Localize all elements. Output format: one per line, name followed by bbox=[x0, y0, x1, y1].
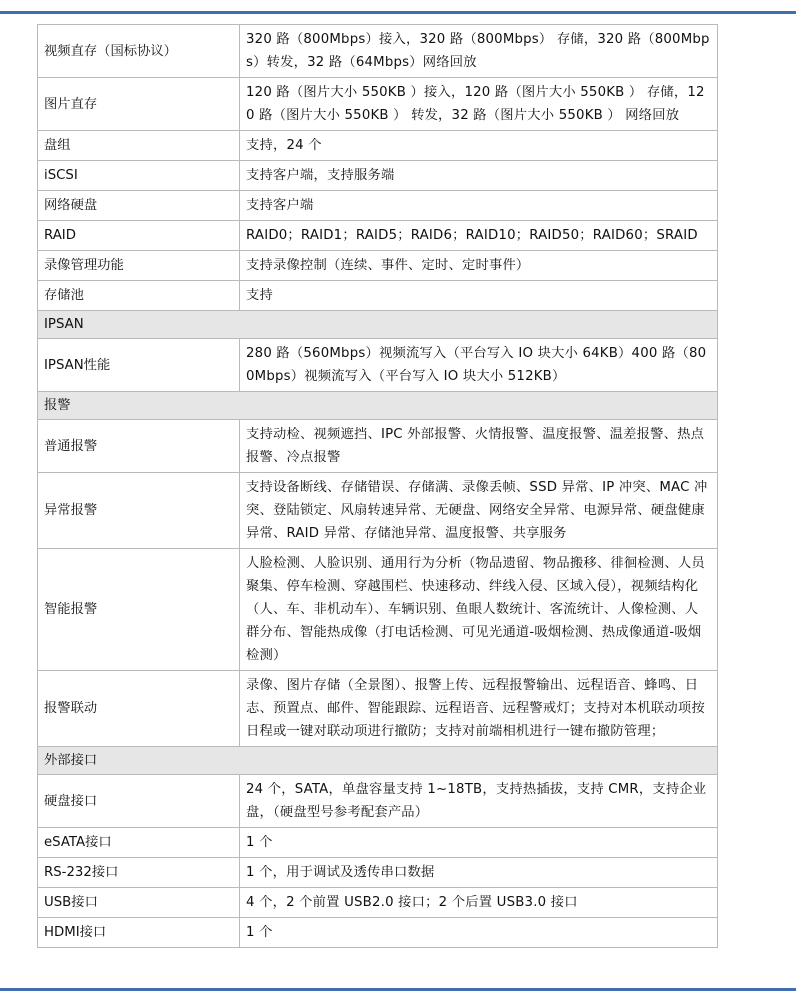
section-header-row bbox=[38, 311, 718, 339]
row-value: 支持客户端 bbox=[240, 191, 718, 221]
section-title: 报警 bbox=[38, 392, 718, 420]
row-label: 图片直存 bbox=[38, 78, 240, 131]
spec-table bbox=[37, 24, 718, 948]
row-value: 1 个，用于调试及透传串口数据 bbox=[240, 858, 718, 888]
table-row bbox=[38, 131, 718, 161]
table-row bbox=[38, 420, 718, 473]
table-row bbox=[38, 858, 718, 888]
row-value: 1 个 bbox=[240, 828, 718, 858]
top-rule bbox=[0, 11, 796, 14]
table-row bbox=[38, 339, 718, 392]
row-label: 智能报警 bbox=[38, 549, 240, 671]
table-row bbox=[38, 25, 718, 78]
table-row bbox=[38, 191, 718, 221]
row-label: 异常报警 bbox=[38, 473, 240, 549]
row-value: 120 路（图片大小 550KB ）接入，120 路（图片大小 550KB ） 存储，120 路（图片大小 550KB ） 转发，32 路（图片大小 550KB ） 网络回放 bbox=[240, 78, 718, 131]
row-value: 320 路（800Mbps）接入，320 路（800Mbps） 存储，320 路（800Mbps）转发，32 路（64Mbps）网络回放 bbox=[240, 25, 718, 78]
row-value: 支持客户端，支持服务端 bbox=[240, 161, 718, 191]
row-label: 盘组 bbox=[38, 131, 240, 161]
section-header-row bbox=[38, 392, 718, 420]
bottom-rule bbox=[0, 988, 796, 991]
row-value: 24 个，SATA，单盘容量支持 1~18TB，支持热插拔，支持 CMR，支持企业盘，（硬盘型号参考配套产品） bbox=[240, 775, 718, 828]
row-value: 支持 bbox=[240, 281, 718, 311]
row-label: RS-232接口 bbox=[38, 858, 240, 888]
row-label: 视频直存（国标协议） bbox=[38, 25, 240, 78]
row-value: 支持设备断线、存储错误、存储满、录像丢帧、SSD 异常、IP 冲突、MAC 冲突、登陆锁定、风扇转速异常、无硬盘、网络安全异常、电源异常、硬盘健康异常、RAID 异常、存储池异常、温度报警、共享服务 bbox=[240, 473, 718, 549]
row-value: 支持动检、视频遮挡、IPC 外部报警、火情报警、温度报警、温差报警、热点报警、冷点报警 bbox=[240, 420, 718, 473]
table-row bbox=[38, 671, 718, 747]
row-label: 普通报警 bbox=[38, 420, 240, 473]
table-row bbox=[38, 918, 718, 948]
row-label: USB接口 bbox=[38, 888, 240, 918]
section-header-row bbox=[38, 747, 718, 775]
row-value: 人脸检测、人脸识别、通用行为分析（物品遗留、物品搬移、徘徊检测、人员聚集、停车检测、穿越围栏、快速移动、绊线入侵、区域入侵），视频结构化（人、车、非机动车）、车辆识别、鱼眼人数统计、客流统计、人像检测、人群分布、智能热成像（打电话检测、可见光通道-吸烟检测、热成像通道-吸烟检测） bbox=[240, 549, 718, 671]
row-label: HDMI接口 bbox=[38, 918, 240, 948]
table-row bbox=[38, 828, 718, 858]
row-value: RAID0；RAID1；RAID5；RAID6；RAID10；RAID50；RAID60；SRAID bbox=[240, 221, 718, 251]
table-row bbox=[38, 221, 718, 251]
table-row bbox=[38, 473, 718, 549]
row-value: 4 个，2 个前置 USB2.0 接口；2 个后置 USB3.0 接口 bbox=[240, 888, 718, 918]
row-label: 录像管理功能 bbox=[38, 251, 240, 281]
row-value: 280 路（560Mbps）视频流写入（平台写入 IO 块大小 64KB）400 路（800Mbps）视频流写入（平台写入 IO 块大小 512KB） bbox=[240, 339, 718, 392]
row-value: 录像、图片存储（全景图）、报警上传、远程报警输出、远程语音、蜂鸣、日志、预置点、邮件、智能跟踪、远程语音、远程警戒灯；支持对本机联动项按日程或一键对联动项进行撤防；支持对前端相机进行一键布撤防管理； bbox=[240, 671, 718, 747]
row-label: eSATA接口 bbox=[38, 828, 240, 858]
table-row bbox=[38, 78, 718, 131]
row-label: 硬盘接口 bbox=[38, 775, 240, 828]
row-label: iSCSI bbox=[38, 161, 240, 191]
row-label: 网络硬盘 bbox=[38, 191, 240, 221]
row-label: 存储池 bbox=[38, 281, 240, 311]
row-value: 支持，24 个 bbox=[240, 131, 718, 161]
row-label: 报警联动 bbox=[38, 671, 240, 747]
table-row bbox=[38, 251, 718, 281]
section-title: 外部接口 bbox=[38, 747, 718, 775]
table-row bbox=[38, 281, 718, 311]
row-value: 支持录像控制（连续、事件、定时、定时事件） bbox=[240, 251, 718, 281]
section-title: IPSAN bbox=[38, 311, 718, 339]
table-row bbox=[38, 161, 718, 191]
row-label: IPSAN性能 bbox=[38, 339, 240, 392]
row-label: RAID bbox=[38, 221, 240, 251]
table-row bbox=[38, 888, 718, 918]
table-row bbox=[38, 775, 718, 828]
row-value: 1 个 bbox=[240, 918, 718, 948]
table-row bbox=[38, 549, 718, 671]
